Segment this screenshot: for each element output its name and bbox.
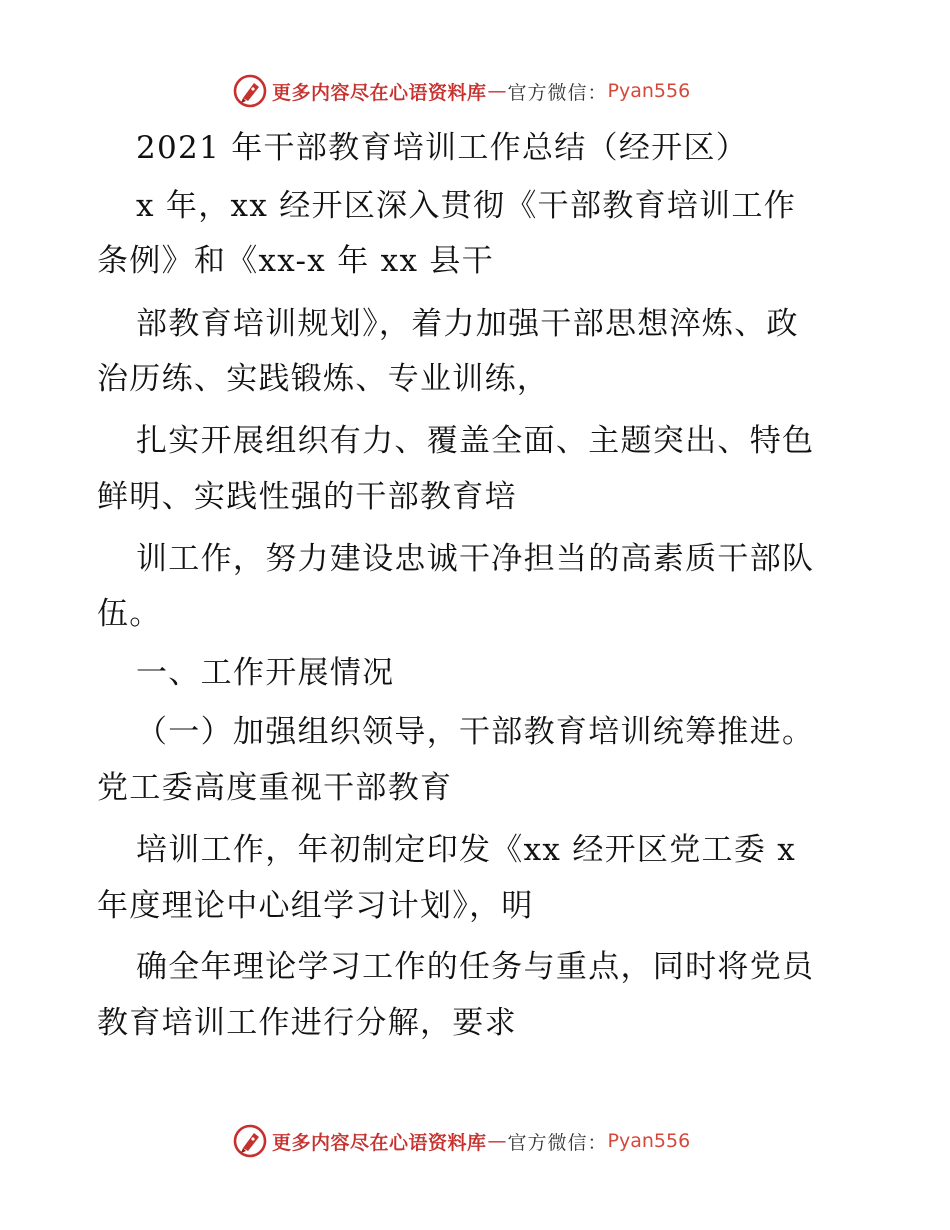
doc-line: 扎实开展组织有力、覆盖全面、主题突出、特色 — [136, 423, 815, 459]
banner-dash: — — [487, 1130, 507, 1152]
pen-nib-logo-icon — [232, 1123, 268, 1159]
banner-wechat-label: 官方微信： — [507, 81, 608, 104]
doc-line: 鲜明、实践性强的干部教育培 — [97, 479, 517, 515]
doc-line: 年度理论中心组学习计划》，明 — [97, 888, 534, 924]
doc-title: 2021 年干部教育培训工作总结（经开区） — [136, 130, 749, 166]
doc-line: 治历练、实践锻炼、专业训练， — [97, 361, 550, 397]
banner-wechat-id: Pyan556 — [607, 1130, 691, 1152]
doc-line: 部教育培训规划》，着力加强干部思想淬炼、政 — [136, 306, 799, 342]
banner-wechat-id: Pyan556 — [607, 80, 691, 102]
subsection-heading: （一）加强组织领导，干部教育培训统筹推进。 — [136, 714, 815, 750]
header-watermark-banner — [232, 71, 690, 111]
section-heading: 一、工作开展情况 — [136, 655, 395, 691]
banner-dash: — — [487, 80, 507, 102]
doc-line: 训工作，努力建设忠诚干净担当的高素质干部队 — [136, 541, 815, 577]
banner-main-text: 更多内容尽在心语资料库 — [272, 81, 487, 104]
doc-line: 伍。 — [97, 596, 162, 632]
doc-line: 确全年理论学习工作的任务与重点，同时将党员 — [136, 949, 815, 985]
doc-line: 培训工作，年初制定印发《xx 经开区党工委 x — [136, 832, 797, 868]
doc-line: 条例》和《xx-x 年 xx 县干 — [97, 243, 495, 279]
pen-nib-logo-icon — [232, 73, 268, 109]
banner-wechat-label: 官方微信： — [507, 1131, 608, 1154]
doc-line: 教育培训工作进行分解，要求 — [97, 1005, 517, 1041]
footer-watermark-banner — [232, 1121, 690, 1161]
doc-line: x 年，xx 经开区深入贯彻《干部教育培训工作 — [136, 188, 797, 224]
banner-main-text: 更多内容尽在心语资料库 — [272, 1131, 487, 1154]
doc-line: 党工委高度重视干部教育 — [97, 770, 453, 806]
